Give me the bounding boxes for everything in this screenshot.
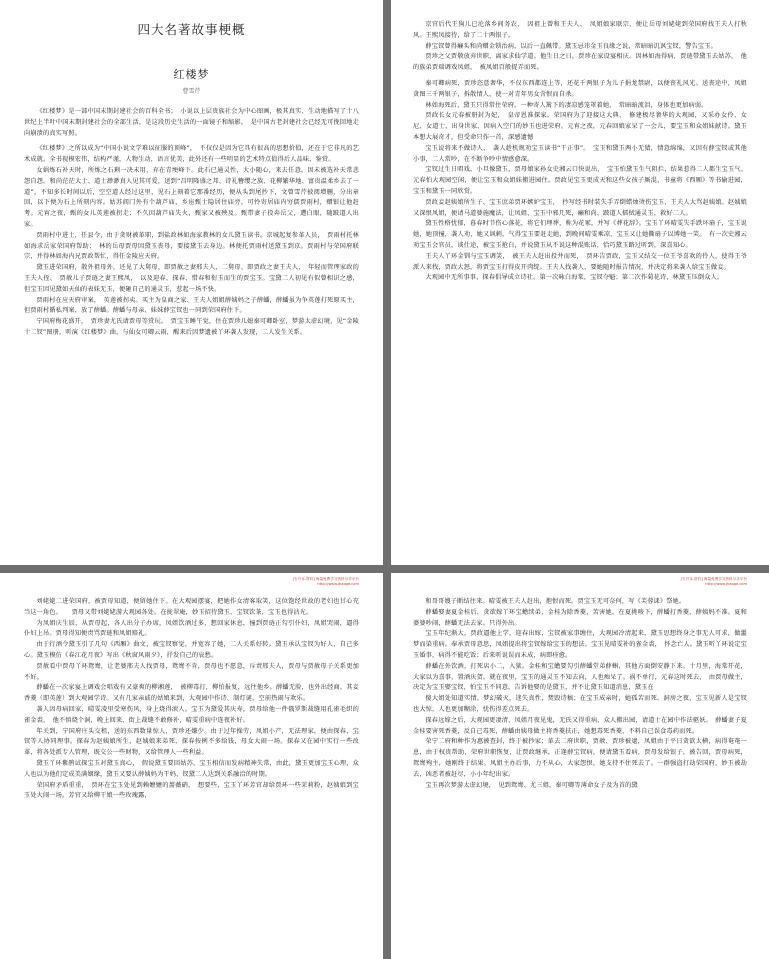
paragraph: 京官后代王狗儿已沦落乡间务农， 因祖上曾和王夫人、 凤姐娘家联宗，便让岳母刘姥姥到荣国府找王夫人打秋风。王熙凤接待，给了二十两银子。 (413, 21, 747, 39)
note-url[interactable]: http://www.jhaoge.com (317, 582, 359, 586)
paragraph: 和哥哥嫂子断结往来。晴雯被王夫人赶出，抱恨而死。贾宝玉无可奈何，写《芙蓉诔》祭她。 (425, 598, 686, 605)
paragraph: 薛蟠娶妻夏金桂后，贪欲嫁丫环宝蟾续弟，金桂为除香菱，苦害她。在夏挑唆下，薛蟠打香菱，薛姨妈不准。夏和婆婆吵闹，薛蟠无法去家。只得外出。 (413, 608, 747, 627)
document-page-1 (0, 0, 383, 565)
paragraph: 林如海死后，黛玉只得常住荣府。一种寄人篱下的凄凉感笼罩着她， 常暗暗流泪，身体也更加病弱。 (425, 101, 708, 109)
paragraph: 《红楼梦》是一部中国末期封建社会的百科全书； 小说以上层贵族社会为中心图画，极其真实、生动地描写了十八世纪上半叶中国末期封建社会的全部生活，是这段历史生活的一面镜子和缩影， 是中国古老封建社会已经无可挽回地走向崩溃的真实写照。 (24, 108, 359, 137)
paragraph: 傻大姐处知道实情，梦幻破灭，迷失真性，焚毁诗稿；在宝玉成亲时，她孤苦而死。洞房之夜，宝玉见新人是宝钗也大惊，人也更加糊涂，忧伤得差点死去。 (413, 695, 747, 713)
paragraph: 大观园中无所事事，探春倡导成立诗社。第一次咏白海棠，宝钗夺魁；第二次作菊花诗，林黛玉压倒众人。 (425, 274, 724, 282)
watermark-note (413, 577, 747, 587)
watermark-note (24, 577, 359, 587)
paragraph: 荣国府矛盾重重， 贾环在宝玉处见到赖嬷嬷的蔷薇硝， 想要些，宝玉丫环芳官却给贾环一些茉莉粉，赵姨娘到宝玉处大闹一场。芳官又给柳干娘一些玫瑰露， (24, 781, 359, 800)
document-page-4 (391, 573, 769, 959)
paragraph: 王夫人丫环金钏与宝玉调笑， 被王夫人赶出投井而死， 贾环告贾政，宝玉又结交一位王爷喜欢的伶人，使得王爷派人来找，贾政大怒，将贾宝玉打得皮开肉绽。王夫人找袭人，要她随时报告情况，并决定将来袭人给宝玉做妾。 (413, 252, 747, 271)
document-page-3 (0, 573, 383, 959)
author-name: 曹雪芹 (182, 88, 201, 95)
paragraph: 由于行酒令黛玉引了几句《西厢》曲文，被宝钗察觉，并宽容了她，二人关系好转。黛玉承认宝钗为好人，自己多心。黛玉模仿《春江花月夜》写出《秋窗风雨夕》，抒发自己的哀愁。 (24, 641, 359, 659)
paragraph: 宝钗过生日唱戏，小旦像黛玉，贾母娘家孙女史湘云口快说出， 宝玉怕黛玉生气阻拦，结果惹得二人都生宝玉气。元春怕大观园空闲，便让宝玉和众姐妹搬进园住。贾政见宝玉更成天和这些女孩子厮混，书童将《西厢》等书偷进园，宝玉和黛玉一同欣赏。 (413, 166, 747, 195)
note-url[interactable]: http://www.jhaoge.com (705, 582, 747, 586)
paragraph: 袭人因母病回家，晴雯凌里受寒伤风，身上烧得滚人。宝玉为黛爱其庆寿，贾母给他一件俄罗斯裁缝用孔雀毛织的雀金裘， 他不慎烧个洞，晚上回来、街上裁缝不敢修补，晴雯重病中连夜补好。 (24, 705, 359, 724)
section-title: 红楼梦 (173, 68, 210, 81)
paragraph: 秦可卿病死，贾珍恣意奢华，不仅东西都连上等，还花千两银子为儿子捐龙禁尉，以便丧礼风光。送丧途中，凤姐贪图三千两银子，拆散情人，使一对青年男女含恨而自杀。 (413, 79, 747, 98)
paragraph: 贾雨村在应天府审案， 英莲被拐卖。买主为皇商之家、王夫人姐姐薛姨妈之子薛蟠，薛蟠虽为争英莲打死原买主，但贾雨村循私判案，放了薛蟠。薛蟠与母亲、妹妹薛宝钗也一同到荣国府住下。 (24, 296, 359, 315)
paragraph: 贾珍之父贾敬放弃世职，离家求仙学道。他生日之日，贾珍在家设宴相庆。因林如海得病，贾琏带黛玉去姑苏， 他的族弟贾瑞调戏凤姐， 被凤姐百般捉弄而死。 (413, 53, 747, 72)
paragraph: 黛玉性格忧郁，暮春时节伤心落花，将它们埋葬，称为花冢，并写《葬花辞》。宝玉丫环晴雯失手跌坏扇子，宝玉说她，她顶撞，袭人劝，她又讽刺，气得宝玉要赶走她，到晚间晴雯乘凉，宝玉又让她撕扇子以博她一笑。 有一次史湘云劝宝玉会官员，谈仕途，被宝玉抢白，并说黛玉从不说这种混账话，恰巧黛玉路过听到，深喜知心。 (413, 220, 747, 249)
note-line: [专升本-资料] 海量免费学习资料分享平台 (680, 577, 747, 581)
document-page-2 (391, 0, 769, 565)
paragraph: 女娲炼石补天时，所炼之石剩一决未用，弃在青埂峰下。此石已通灵性，大小随心，来去任意，因未被选补天常悲怨自怨。和尚茫茫大士、道士渺渺真人见其可爱，送到“昌明隆盛之邦、诗礼簪缨之族、花柳繁华地、富贵温柔乡去了一道”，不知多长时间以后，空空道人经过这里，见石上刻着它那番经历，便从头到尾抄下，文曾雪芹披阅增删，分出章回，以下便为石上所刻内容。姑苏阊门外有个葫芦庙，乡宦甄士隐居住庙旁，可怜寄居庙内穷儒贾雨村，赠银让他赶考。元宵之夜，甄的女儿英莲被拐走；不久因葫芦庙失火，甄家又被殃及。甄带妻子投奔岳父，遭白眼，随跛道人出家。 (24, 166, 359, 228)
paragraph: 荣宁二府和种作为惠被查封，终于被抄家；革去二府世职，贾赦、贾珍被逮，凤姐由于平日贪欲太横，病得奄奄一息，由于权贵帮助，荣府世职恢复，让贾政继承，正逢薛宝钗病，便请黛玉看病，贾母发给银子，被告回，贾母病死，鸳鸯殉主，她刚终于结果。凤姐主办后事，力不从心，大家怨恨，她支持不住死去了。一群强盗打劫荣国府，妙玉被劫去，凶恶者被赶尽，小小年纪出家。 (413, 738, 747, 778)
paragraph: 薛蟠在外饮酒，打死店小二，入狱。金桂和宝蟾要勾引薛蟠堂弟薛蝌，其他方面倒安静下来。十月里，海棠开花，大家以为喜事，置酒庆贺。就在夜里，宝玉的通灵玉不知去向，人也痴呆了。祸不单行，元春这时死去， 由贾母做主，决定为宝玉娶宝钗，怕宝玉不同意，告诉他娶的是黛玉，并不让黛玉知道消息，黛玉在 (413, 662, 747, 692)
paragraph: 宝玉年纪渐大，贾政逼他上学，迎春出嫁，宝钗被家事缠住，大观园冷清起来，黛玉思想终身之事无人可求，做噩梦而染重病。奉承贾母意思，凤姐提出将宝钗嫁给宝玉的想法。宝玉见晴雯补的雀金裘， 怀念亡人。黛玉听丫环说定宝玉婚事，病得不能吃饭；后来听说误而未成，病即痊愈。 (413, 630, 747, 659)
paragraph: 薛宝钗曾得癞头和尚赠金锁治病，以后一直佩带。黛玉忌讳金玉良缘之说，常暗暗讥讽宝钗，警告宝玉。 (425, 42, 717, 50)
paragraph: 为凤姐庆生辰，从贾母起，各人出分子办席，凤姐饮酒过多，想回家休息，撞到贾琏正勾引仆妇，凤姐哭闹，逼得仆妇上吊。贾母得知便责骂贾琏和凤姐赔礼。 (24, 619, 359, 638)
paragraph: 贾赦看中贾母丫环鸳鸯，让老婆邢夫人找贾母，鸳鸯不肯，贾母也不愿意，斥责邢夫人，贾母与贾赦母子关系更加不好。 (24, 662, 359, 681)
document-title: 四大名著故事梗概 (137, 22, 246, 37)
paragraph: 年关到，宁国府庄头交租，送的东西数量惊人，贾珍还嫌少。由于过年操劳，凤姐小产，无法理家，便由探春、宝钗等人协同理事。探春为赵姨娘所生，赵姨娘来弟死，探春按例不多给钱，母女大闹一场。探春又在园中实行一些改革，将各处派专人管理，既交公一些财物，又给管理人一些利益。 (24, 727, 359, 757)
paragraph: 宝玉说将来不做诗人， 袭人趁机规劝宝玉读书“干正事”。 宝玉和黛玉两小无猜，情意绵绵，又因有薛宝钗或其他小事，二人常吵，在不断争吵中情感愈深。 (413, 144, 747, 163)
paragraph: 宁国府梅花盛开， 贾珍妻尤氏请贾母等赏玩。 贾宝玉睡午觉，住在贾珍儿媳秦可卿卧室，梦游太虚幻境，见“金陵十二钗”图册，听演《红楼梦》曲，与仙女可卿云雨，醒来后因梦遗被丫环袭人发现，二人发生关系。 (24, 318, 359, 336)
paragraph: 贾政长女元春被册封为妃， 皇帝恩准探家。荣国府为了迎接这大典， 修建极尽奢华的大观园，又采办女伶、女尼、女道士，出身世家、因病入空门的妙玉也进荣府。元宵之夜，元春回娘家呆了一会儿，要宝玉和众姐妹献诗。黛玉本想大展奇才，但受命只作一首，深感遗憾 (413, 112, 747, 141)
paragraph: 贾雨村中进士，任县令，由于贪财被革职，到盐政林如海家教林的女儿黛玉读书。京城起复参革人员， 贾雨村托林如海求岳家荣国府帮助； 林的岳母贾母因黛玉丧母，要接黛玉去身边。林便托贾雨村送黛玉到京。贾雨村与荣国府联宗，并得林如海内兄贾政帮忙，得任金陵应天府。 (24, 231, 359, 261)
note-line: [专升本-资料] 海量免费学习资料分享平台 (292, 577, 359, 581)
paragraph: 宝玉再次梦游太虚幻境， 见到鸳鸯、尤三姐，秦可卿等薄命女子及为首的黛 (425, 781, 638, 789)
paragraph: 刘姥姥二进荣国府，被贾母知道，便留她住下。在大观园摆宴，把她作女清客取笑，这位饱经世故的老妇也甘心充当这一角色。 贾母又带刘姥姥游大观园各处。在拢翠庵，妙玉招待黛玉、宝钗饮茶，宝玉也得沾光。 (24, 598, 359, 616)
paragraph: 《红楼梦》之所以成为“中国小说文学难以征服的顶峰”， 不仅仅是因为它具有很高的思想价值，还在于它非凡的艺术成就。全书视模宏伟，结构严谨，人物生动，语言优美，此外还有一些明显的艺术特点值得后人品味、鉴赏。 (24, 145, 359, 164)
paragraph: 贾政妾赵姨娘所生子、宝玉庶弟贾环嫉妒宝玉， 抄写经书时装失手弄倒蜡烛烫伤宝玉，王夫人大骂赵姨娘。赵姨娘又深恨凤姐，便请马道婆施魔法，让凤姐、宝玉中邪几死，癞和尚、跛道人擂拭通灵玉，救好二人。 (413, 198, 747, 217)
paragraph: 薛蟠在一次家宴上调戏会唱戏有又豪爽的柳湘莲， 被柳毒打，柳怕报复，远往他乡。薛蟠无脸，也外出经商。其妾香菱（即英莲）到大观园学诗。又有几家亲戚的姑娘来到，大观园中作诗、制灯谜，空前热闹与欢乐。 (24, 684, 359, 703)
paragraph: 探春远嫁之后，大观园更凄清，凤姐月夜见鬼，无氏又得重病，众人搬出园，请道士在园中作法驱妖。 薛蟠妻子夏金桂要害死香菱，反自己毒死，薛蟠由姨母做主将香菱扶正，她想毒死香菱，不料自己误食毒药而死。 (413, 716, 747, 735)
paragraph: 黛玉丫环紫鹃试探宝玉对黛玉真心， 假说黛玉要回姑苏，宝玉相信而发病精神失常，由此，黛玉更加宝玉心理，众人也以为他们定成美满姻缘，黛玉又要认薛姨妈为干妈，钗黛二人达到关系融洽的时期。 (24, 759, 359, 778)
paragraph: 黛玉进荣国府，散外祖母外，还见了大舅母、即贾赦之妻邢夫人，二舅母、即贾政之妻王夫人， 年轻而管理家政的王夫人侄、 贾赦儿子贾琏之妻王熙凤， 以及迎春、探春、惜春和衔玉而生的贾宝玉。宝黛二人初见有似曾相识之感，但宝玉因见黛如天仙的表妹无玉，便砸自己的通灵玉，惹起一场不快。 (24, 264, 359, 293)
